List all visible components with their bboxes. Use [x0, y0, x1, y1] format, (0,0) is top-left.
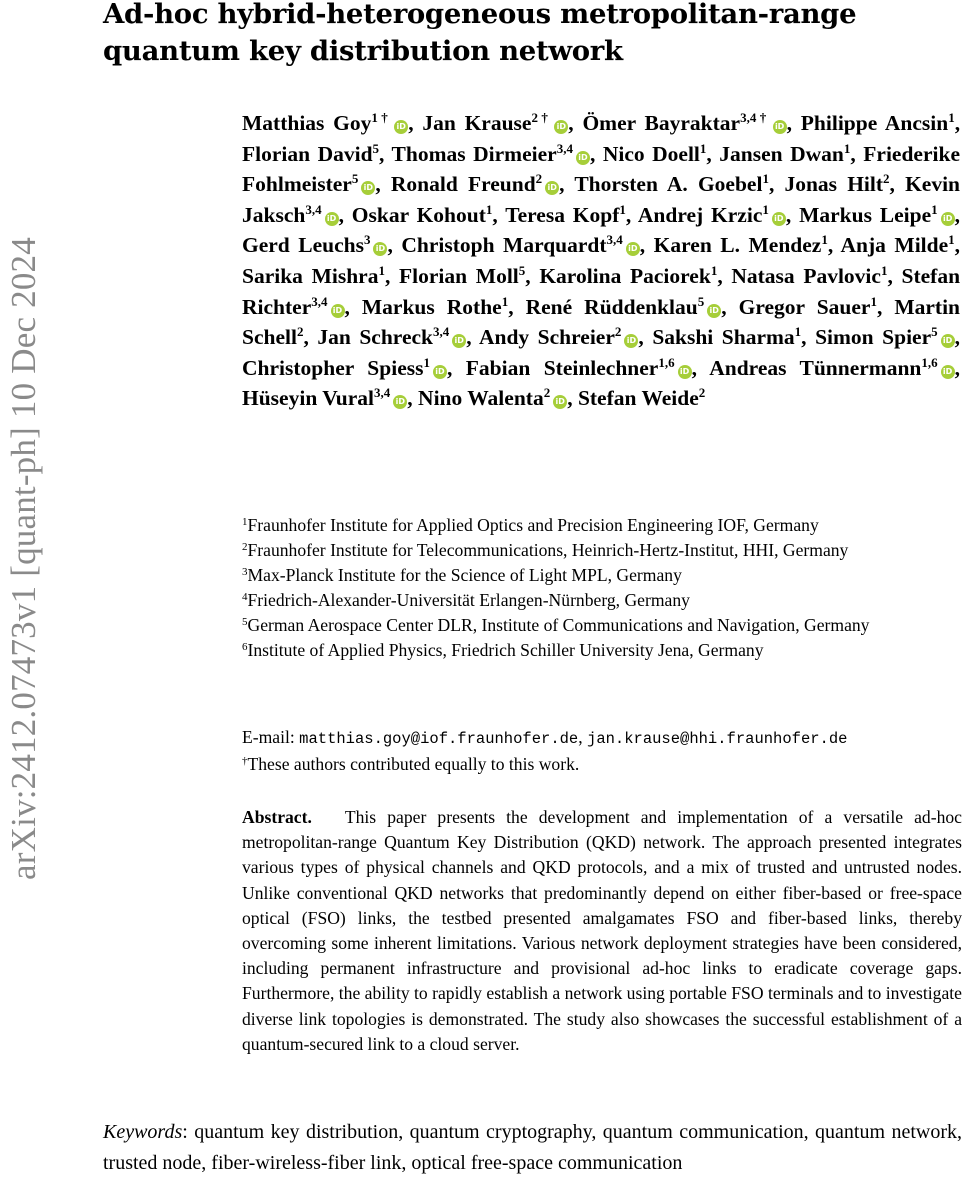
author-name: Fabian Steinlechner	[465, 355, 659, 380]
author-name: Hüseyin Vural	[242, 386, 375, 411]
author-name: Jonas Hilt	[784, 172, 884, 197]
affiliation-text: German Aerospace Center DLR, Institute of Communications and Navigation, Germany	[247, 615, 870, 635]
orcid-icon[interactable]: iD	[394, 120, 408, 134]
author	[242, 142, 379, 166]
author-affiliation-mark: 3,4	[556, 140, 573, 156]
author-affiliation-mark: 1	[485, 201, 493, 217]
author-affiliation-mark: 2	[296, 324, 304, 340]
author-affiliation-mark: 1	[762, 171, 769, 187]
affiliation-number: 2	[242, 541, 248, 553]
author	[578, 386, 705, 410]
email-link[interactable]: jan.krause@hhi.fraunhofer.de	[587, 730, 848, 748]
affiliation-text: Friedrich-Alexander-Universität Erlangen-Nürnberg, Germany	[247, 590, 690, 610]
affiliation-text: Fraunhofer Institute for Applied Optics and Precision Engineering IOF, Germany	[247, 515, 819, 535]
orcid-icon[interactable]: iD	[452, 334, 466, 348]
author-affiliation-mark: 1	[948, 110, 955, 125]
paper-title: Ad-hoc hybrid-heterogeneous metropolitan-range quantum key distribution network	[103, 0, 857, 67]
author	[401, 233, 639, 257]
author-name: Jan Krause	[422, 111, 532, 135]
email-separator: ,	[578, 727, 588, 747]
orcid-icon[interactable]: iD	[554, 120, 568, 134]
author-affiliation-mark: 1,6	[921, 354, 938, 370]
author	[242, 264, 385, 288]
keywords	[103, 1117, 962, 1179]
contact-block	[242, 725, 957, 777]
author	[422, 111, 568, 135]
affiliation-number: 3	[242, 566, 248, 578]
orcid-icon[interactable]: iD	[626, 242, 640, 256]
keywords-label: Keywords	[103, 1121, 183, 1143]
author	[638, 203, 786, 227]
author-affiliation-mark: 5	[697, 293, 705, 309]
author-affiliation-mark: 2	[614, 324, 622, 340]
author-name: Andy Schreier	[478, 325, 615, 350]
author-name: Andrej Krzic	[637, 202, 763, 227]
author-affiliation-mark: 1	[501, 293, 509, 309]
author-name: Oskar Kohout	[351, 202, 486, 227]
orcid-icon[interactable]: iD	[941, 212, 955, 226]
email-label: E-mail:	[242, 727, 300, 747]
author	[505, 203, 626, 227]
equal-contribution-note	[242, 752, 957, 777]
author-affiliation-mark: 3,4	[374, 385, 391, 401]
author-name: Gregor Sauer	[738, 294, 871, 319]
arxiv-identifier-stamp[interactable]: arXiv:2412.07473v1 [quant-ph] 10 Dec 2024	[4, 237, 43, 880]
author-name: Simon Spier	[815, 325, 932, 350]
author-name: Florian Moll	[399, 263, 519, 288]
author-affiliation-mark: 1	[378, 262, 385, 278]
author-name: Andreas Tünnermann	[709, 355, 922, 380]
affiliation	[242, 538, 957, 563]
email-link[interactable]: matthias.goy@iof.fraunhofer.de	[299, 730, 579, 748]
author-name: Karolina Paciorek	[539, 263, 711, 288]
author-name: Nino Walenta	[418, 386, 544, 411]
author-name: Matthias Goy	[242, 111, 372, 135]
author-affiliation-mark: 5	[372, 140, 380, 156]
author-name: Stefan Weide	[577, 386, 699, 411]
affiliation	[242, 588, 957, 613]
author	[539, 264, 717, 288]
author-affiliation-mark: 1	[710, 262, 718, 278]
orcid-icon[interactable]: iD	[373, 242, 387, 256]
abstract	[242, 805, 962, 1057]
author	[582, 111, 786, 135]
affiliation-list	[242, 513, 957, 663]
author-name: Jansen Dwan	[719, 141, 844, 166]
author-name: Thomas Dirmeier	[391, 141, 557, 166]
author	[574, 172, 769, 196]
author	[466, 356, 692, 380]
author-affiliation-mark: 1	[843, 140, 851, 156]
author-affiliation-mark: 5	[351, 171, 359, 187]
author-affiliation-mark: 3	[363, 232, 371, 248]
author	[799, 203, 955, 227]
email-line	[242, 725, 957, 752]
author-affiliation-mark: 1	[619, 201, 626, 217]
affiliation-text: Institute of Applied Physics, Friedrich Schiller University Jena, Germany	[247, 640, 764, 660]
orcid-icon[interactable]: iD	[433, 365, 447, 379]
author-name: Kevin Jaksch	[242, 172, 961, 227]
author	[739, 295, 877, 319]
author	[242, 386, 407, 410]
author-affiliation-mark: 3,4	[606, 232, 623, 248]
author-affiliation-mark: 1	[948, 232, 955, 248]
author	[654, 233, 828, 257]
author-name: Sakshi Sharma	[652, 325, 795, 350]
author-affiliation-mark: 2†	[531, 110, 552, 125]
author-name: Christoph Marquardt	[401, 233, 607, 258]
author	[399, 264, 525, 288]
keywords-text: : quantum key distribution, quantum cryptography, quantum communication, quantum network, trusted node, fiber-wireless-fiber link, optical free-space communication	[103, 1121, 962, 1174]
affiliation-number: 5	[242, 616, 248, 628]
author-affiliation-mark: 1	[880, 262, 888, 278]
author-affiliation-mark: 3,4	[311, 293, 328, 309]
orcid-icon[interactable]: iD	[941, 365, 955, 379]
affiliation	[242, 613, 957, 638]
author-list: Matthias Goy$^{1\dagger}$iD , Jan Krause$^{2\dagger}$iD , Ömer Bayraktar$^{3,4\dagger}$iD , Philippe Ancsin$^1$, Florian David$^5$, Thomas Dirmeier$^{3,4}$iD , Nico Doell$^1$, Jansen Dwan$^1$, Friederike Fohlmeister$^5$iD , Ronald Freund$^2$iD , Thorsten A. Goebel$^1$, Jonas Hilt$^2$, Kevin Jaksch$^{3,4}$iD , Oskar Kohout$^1$, Teresa Kopf$^1$, Andrej Krzic$^1$iD , Markus Leipe$^1$iD , Gerd Leuchs$^3$iD , Christoph Marquardt$^{3,4}$iD , Karen L. Mendez$^1$, Anja Milde$^1$, Sarika Mishra$^1$, Florian Moll$^5$, Karolina Paciorek$^1$, Natasa Pavlovic$^1$, Stefan Richter$^{3,4}$iD , Markus Rothe$^1$, René Rüddenklau$^5$iD , Gregor Sauer$^1$, Martin Schell$^2$, Jan Schreck$^{3,4}$iD , Andy Schreier$^2$iD , Sakshi Sharma$^1$, Simon Spier$^5$iD , Christopher Spiess$^1$iD , Fabian Steinlechner$^{1,6}$iD , Andreas Tünnermann$^{1,6}$iD , Hüseyin Vural$^{3,4}$iD , Nino Walenta$^2$iD , Stefan Weide$^2$	[242, 110, 961, 411]
author-name: Anja Milde	[840, 233, 949, 258]
author	[652, 325, 801, 349]
author	[603, 142, 707, 166]
author-affiliation-mark: 1	[821, 232, 828, 248]
author-affiliation-mark: 1	[931, 201, 938, 217]
author-name: Stefan Richter	[242, 263, 961, 319]
author-affiliation-mark: 3,4	[433, 324, 450, 340]
author-affiliation-mark: 2	[698, 385, 706, 401]
author-affiliation-mark: 1,6	[658, 354, 675, 370]
author-affiliation-mark: 2	[543, 385, 551, 401]
orcid-icon[interactable]: iD	[545, 181, 559, 195]
author-name: Ömer Bayraktar	[582, 111, 741, 135]
orcid-icon[interactable]: iD	[624, 334, 638, 348]
author	[418, 386, 567, 410]
affiliation-number: 1	[242, 516, 248, 528]
author-affiliation-mark: 1	[794, 324, 802, 340]
author-affiliation-mark: 5	[518, 262, 526, 278]
abstract-label: Abstract.	[242, 807, 312, 827]
author	[479, 325, 638, 349]
orcid-icon[interactable]: iD	[325, 212, 339, 226]
author-affiliation-mark: 1	[870, 293, 877, 309]
author-affiliation-mark: 3,4	[305, 201, 322, 217]
orcid-icon[interactable]: iD	[772, 212, 786, 226]
author	[719, 142, 850, 166]
author-affiliation-mark: 5	[931, 324, 938, 340]
author-name: Philippe Ancsin	[800, 111, 949, 135]
affiliation-number: 6	[242, 641, 248, 653]
author-name: Natasa Pavlovic	[731, 263, 881, 288]
author	[709, 356, 954, 380]
author	[242, 111, 408, 135]
orcid-icon[interactable]: iD	[553, 395, 567, 409]
author	[784, 172, 889, 196]
author-name: Ronald Freund	[390, 172, 536, 197]
affiliation	[242, 513, 957, 538]
author	[391, 172, 559, 196]
author-name: Jan Schreck	[317, 325, 433, 350]
author-name: Christopher Spiess	[242, 355, 424, 380]
author-name: Martin Schell	[242, 294, 961, 350]
affiliation-text: Fraunhofer Institute for Telecommunications, Heinrich-Hertz-Institut, HHI, Germany	[247, 540, 849, 560]
author-affiliation-mark: 1	[762, 201, 769, 217]
abstract-text: This paper presents the development and implementation of a versatile ad-hoc metropolitan-range Quantum Key Distribution (QKD) network. The approach presented integrates various types of physical channels and QKD protocols, and a mix of trusted and untrusted nodes. Unlike conventional QKD networks that predominantly depend on either fiber-based or free-space optical (FSO) links, the testbed presented amalgamates FSO and fiber-based links, thereby overcoming some inherent limitations. Various network deployment strategies have been considered, including permanent infrastructure and provisional ad-hoc links to eradicate coverage gaps. Furthermore, the ability to rapidly establish a network using portable FSO terminals and to investigate diverse link topologies is demonstrated. The study also showcases the successful establishment of a quantum-secured link to a cloud server.	[242, 807, 962, 1054]
orcid-icon[interactable]: iD	[576, 151, 590, 165]
affiliation	[242, 638, 957, 663]
affiliation-text: Max-Planck Institute for the Science of Light MPL, Germany	[247, 565, 682, 585]
orcid-icon[interactable]: iD	[941, 334, 955, 348]
orcid-icon[interactable]: iD	[361, 181, 375, 195]
orcid-icon[interactable]: iD	[331, 304, 345, 318]
author	[815, 325, 955, 349]
author	[362, 295, 508, 319]
author	[352, 203, 493, 227]
orcid-icon[interactable]: iD	[393, 395, 407, 409]
author	[801, 111, 955, 135]
author-name: Friederike Fohlmeister	[242, 141, 960, 197]
author-name: Florian David	[242, 141, 373, 166]
affiliation-number: 4	[242, 591, 248, 603]
affiliation	[242, 563, 957, 588]
orcid-icon[interactable]: iD	[678, 365, 692, 379]
author-name: Teresa Kopf	[505, 202, 620, 227]
author	[242, 233, 387, 257]
author-name: Markus Leipe	[799, 202, 932, 227]
author-affiliation-mark: 3,4†	[740, 110, 770, 125]
author-affiliation-mark: 1	[423, 354, 430, 370]
author-name: Markus Rothe	[361, 294, 502, 319]
author-affiliation-mark: 1†	[371, 110, 392, 125]
author	[392, 142, 590, 166]
author-name: Nico Doell	[602, 141, 700, 166]
author	[317, 325, 466, 349]
author	[841, 233, 955, 257]
author-name: Gerd Leuchs	[242, 233, 364, 258]
author	[526, 295, 722, 319]
author-name: Karen L. Mendez	[653, 233, 822, 258]
author-name: René Rüddenklau	[525, 294, 698, 319]
author-affiliation-mark: 2	[883, 171, 890, 187]
author-affiliation-mark: 2	[535, 171, 543, 187]
orcid-icon[interactable]: iD	[773, 120, 787, 134]
author-name: Thorsten A. Goebel	[574, 172, 763, 197]
note-text: These authors contributed equally to this work.	[247, 754, 580, 774]
author	[731, 264, 887, 288]
author-affiliation-mark: 1	[699, 140, 707, 156]
dagger-mark: †	[242, 755, 248, 767]
author	[242, 356, 447, 380]
author-name: Sarika Mishra	[242, 263, 379, 288]
orcid-icon[interactable]: iD	[707, 304, 721, 318]
